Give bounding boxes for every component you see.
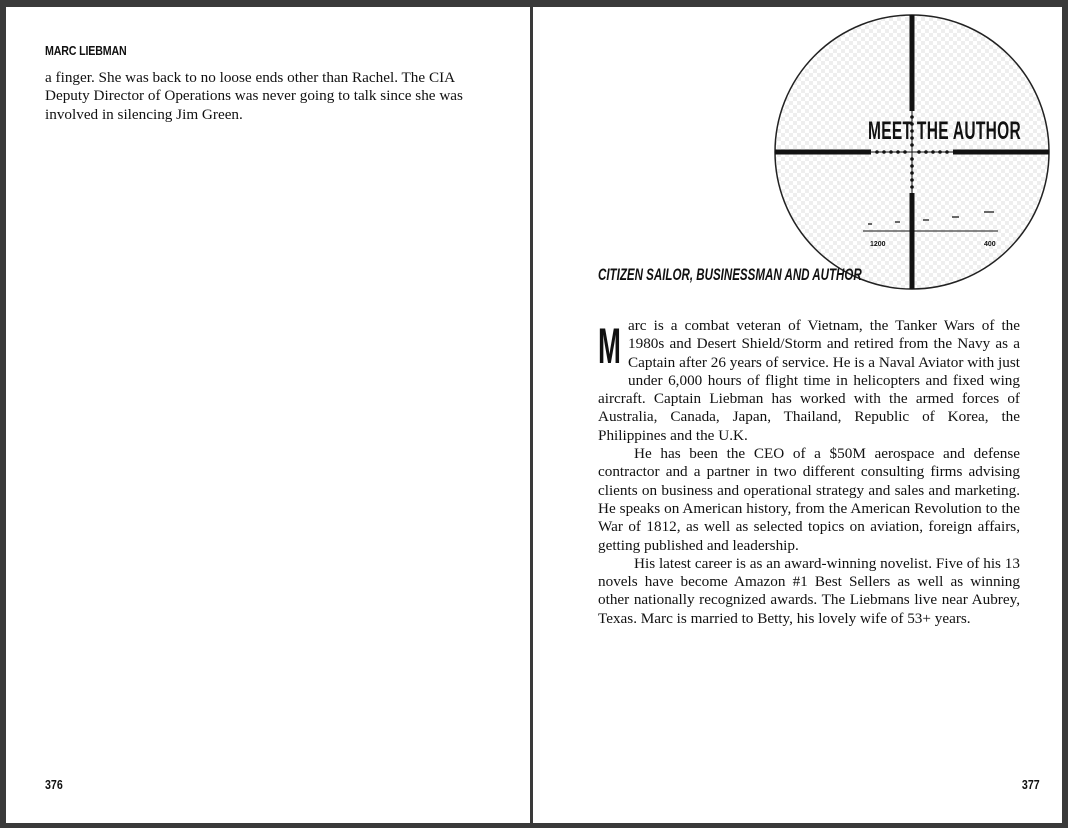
scope-range-label-left: 1200 (870, 241, 886, 248)
bio-paragraph-2: He has been the CEO of a $50M aerospace and defense contractor and a partner in two different consulting firms advising clients on business and operational strategy and sales and marketing. He speaks on American history, from the American Revolution to the War of 1812, as well as selected topics on aviation, foreign affairs, getting published and leadership. (598, 445, 1020, 554)
left-page-body (45, 69, 473, 124)
page-number-right: 377 (1022, 777, 1040, 792)
rifle-scope-reticle-icon (773, 13, 1051, 291)
scope-range-label-right: 400 (984, 241, 996, 248)
bio-paragraph-1-text: arc is a combat veteran of Vietnam, the Tanker Wars of the 1980s and Desert Shield/Storm and retired from the Navy as a Captain after 26 years of service. He is a Naval Aviator with just under 6,000 hours of flight time in helicopters and fixed wing aircraft. Captain Liebman has worked with the armed forces of Australia, Canada, Japan, Thailand, Republic of Korea, the Philippines and the U.K. (598, 317, 1020, 444)
left-page (6, 7, 530, 823)
bio-paragraph-3: His latest career is as an award-winning novelist. Five of his 13 novels have become Amazon #1 Best Sellers as well as winning other nationally recognized awards. The Liebmans live near Aubrey, Texas. Marc is married to Betty, his lovely wife of 53+ years. (598, 554, 1020, 627)
bio-paragraph-1 (598, 317, 1020, 445)
drop-cap: M (598, 318, 621, 374)
right-page (533, 7, 1062, 823)
page-number-left: 376 (45, 777, 63, 792)
author-subtitle: CITIZEN SAILOR, BUSINESSMAN AND AUTHOR (598, 265, 862, 284)
running-head-author: MARC LIEBMAN (45, 43, 127, 58)
meet-the-author-title: MEET THE AUTHOR (868, 117, 1022, 145)
author-bio (598, 317, 1020, 628)
left-body-paragraph: a finger. She was back to no loose ends other than Rachel. The CIA Deputy Director of Operations was never going to talk since she was involved in silencing Jim Green. (45, 69, 463, 123)
